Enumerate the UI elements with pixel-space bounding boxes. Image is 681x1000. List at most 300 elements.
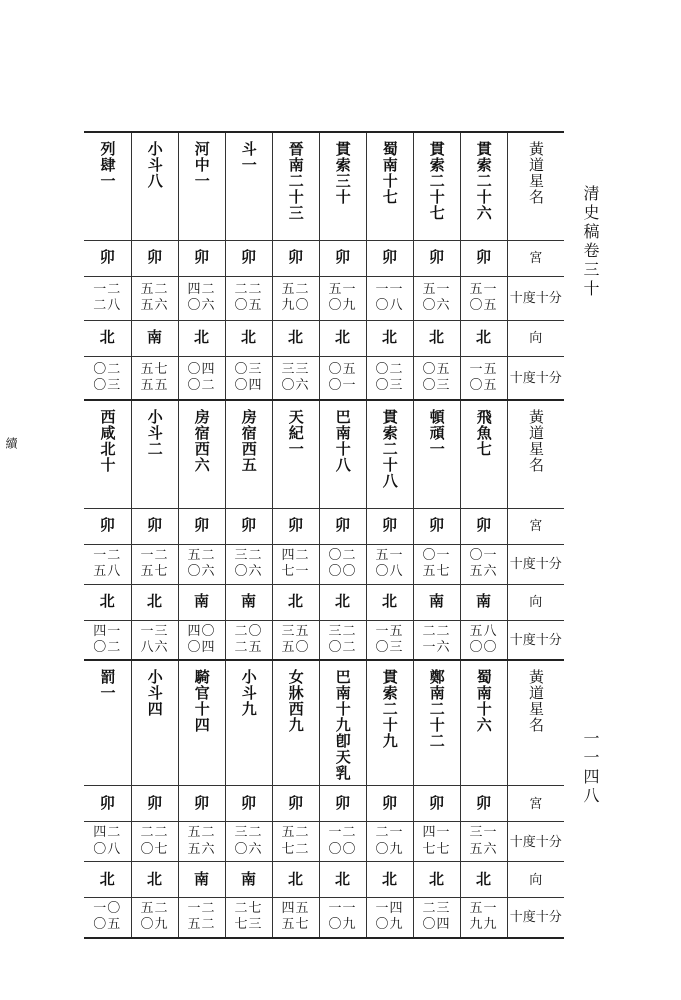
- label-cell: [507, 620, 564, 660]
- gong-cell: [319, 786, 366, 822]
- degree-lower: 〇四: [422, 917, 451, 933]
- degree-upper: 五二: [187, 547, 216, 563]
- gong-value: 卯: [287, 248, 303, 267]
- direction-value: 北: [334, 328, 350, 347]
- degree-lower: 〇八: [375, 564, 404, 579]
- degree-cell: [225, 822, 272, 862]
- direction-cell: [225, 862, 272, 898]
- degree-cell: [131, 356, 178, 400]
- label-cell: [507, 660, 564, 786]
- direction-value: 北: [99, 592, 115, 611]
- degree-cell: [131, 544, 178, 584]
- star-name-cell: [272, 132, 319, 240]
- star-name-cell: [319, 660, 366, 786]
- degree-upper: 一〇: [93, 901, 122, 917]
- degree-lower: 五八: [93, 564, 122, 579]
- star-name: 列肆一: [98, 141, 117, 189]
- direction-value: 北: [475, 869, 491, 888]
- direction-cell: [413, 862, 460, 898]
- label-cell: [507, 320, 564, 356]
- gong-value: 卯: [99, 793, 115, 812]
- direction-cell: [131, 862, 178, 898]
- star-name-cell: [319, 132, 366, 240]
- table-row: [84, 320, 564, 356]
- degree-lower: 〇七: [140, 841, 169, 857]
- degree-upper: 三一: [469, 825, 498, 841]
- degree-cell: [272, 544, 319, 584]
- degree-lower: 五五: [140, 377, 169, 393]
- degree-cell: [225, 544, 272, 584]
- degree-cell: [131, 620, 178, 660]
- degree-cell: [460, 356, 507, 400]
- label-degree: 十度十分: [509, 556, 562, 572]
- degree-lower: 〇六: [234, 841, 263, 857]
- degree-upper: 一二: [187, 901, 216, 917]
- degree-lower: 〇五: [469, 298, 498, 313]
- gong-cell: [178, 240, 225, 276]
- star-name: 巴南十八: [333, 409, 352, 473]
- gong-value: 卯: [381, 516, 397, 535]
- degree-upper: 二二: [140, 825, 169, 841]
- degree-cell: [460, 898, 507, 938]
- degree-lower: 〇一: [328, 377, 357, 393]
- degree-cell: [460, 822, 507, 862]
- star-name: 小斗八: [145, 141, 164, 189]
- degree-cell: [319, 822, 366, 862]
- margin-mark: 續: [4, 437, 18, 452]
- direction-cell: [272, 320, 319, 356]
- degree-upper: 二七: [234, 901, 263, 917]
- star-name-cell: [319, 400, 366, 508]
- degree-cell: [178, 544, 225, 584]
- gong-cell: [366, 508, 413, 544]
- gong-value: 卯: [287, 516, 303, 535]
- star-name-cell: [413, 400, 460, 508]
- gong-cell: [460, 508, 507, 544]
- star-name: 貫索二十八: [380, 409, 399, 489]
- label-degree: 十度十分: [509, 370, 562, 386]
- gong-value: 卯: [428, 516, 444, 535]
- direction-cell: [225, 320, 272, 356]
- degree-cell: [272, 822, 319, 862]
- gong-value: 卯: [193, 248, 209, 267]
- direction-value: 南: [193, 592, 209, 611]
- degree-cell: [84, 620, 131, 660]
- degree-lower: 五六: [140, 298, 169, 313]
- degree-lower: 〇九: [328, 917, 357, 933]
- star-name: 飛魚七: [474, 409, 493, 457]
- star-name: 西咸北十: [98, 409, 117, 473]
- gong-value: 卯: [146, 516, 162, 535]
- label-gong: 宮: [529, 796, 543, 812]
- degree-lower: 〇二: [328, 639, 357, 655]
- degree-cell: [131, 822, 178, 862]
- direction-cell: [460, 320, 507, 356]
- table-row: [84, 508, 564, 544]
- degree-cell: [272, 276, 319, 320]
- gong-value: 卯: [428, 248, 444, 267]
- gong-value: 卯: [381, 248, 397, 267]
- degree-cell: [460, 544, 507, 584]
- direction-value: 北: [428, 869, 444, 888]
- table-row: [84, 400, 564, 508]
- degree-lower: 五七: [422, 564, 451, 579]
- degree-cell: [225, 898, 272, 938]
- direction-value: 北: [428, 328, 444, 347]
- gong-cell: [460, 786, 507, 822]
- gong-value: 卯: [99, 248, 115, 267]
- direction-value: 北: [287, 328, 303, 347]
- gong-value: 卯: [334, 248, 350, 267]
- table-row: [84, 822, 564, 862]
- direction-cell: [460, 584, 507, 620]
- star-name: 頓頑一: [427, 409, 446, 457]
- degree-lower: 二五: [234, 639, 263, 655]
- gong-cell: [272, 240, 319, 276]
- star-name: 晉南二十三: [286, 141, 305, 221]
- degree-upper: 五二: [187, 825, 216, 841]
- degree-upper: 四二: [93, 825, 122, 841]
- direction-cell: [366, 862, 413, 898]
- gong-cell: [178, 508, 225, 544]
- star-name: 小斗四: [145, 669, 164, 717]
- degree-upper: 三五: [281, 623, 310, 639]
- degree-upper: 二三: [422, 901, 451, 917]
- degree-lower: 〇三: [375, 377, 404, 393]
- degree-lower: 〇九: [375, 841, 404, 857]
- degree-cell: [272, 898, 319, 938]
- degree-upper: 〇一: [469, 547, 498, 563]
- star-name-cell: [413, 132, 460, 240]
- star-name: 鄭南二十二: [427, 669, 446, 749]
- direction-cell: [319, 862, 366, 898]
- label-star-name: 黃道星名: [527, 669, 545, 733]
- star-name-cell: [131, 400, 178, 508]
- direction-cell: [413, 584, 460, 620]
- star-name-cell: [131, 132, 178, 240]
- degree-cell: [413, 544, 460, 584]
- degree-upper: 〇一: [422, 547, 451, 563]
- degree-upper: 二二: [234, 281, 263, 297]
- gong-value: 卯: [240, 248, 256, 267]
- degree-cell: [225, 356, 272, 400]
- degree-lower: 〇二: [93, 639, 122, 655]
- direction-value: 北: [381, 869, 397, 888]
- direction-value: 北: [146, 592, 162, 611]
- degree-lower: 五七: [281, 917, 310, 933]
- degree-cell: [178, 822, 225, 862]
- gong-value: 卯: [193, 516, 209, 535]
- gong-cell: [225, 240, 272, 276]
- label-direction: 向: [529, 330, 543, 346]
- degree-cell: [366, 898, 413, 938]
- gong-value: 卯: [475, 793, 491, 812]
- star-name: 貫索二十九: [380, 669, 399, 749]
- degree-upper: 四二: [281, 547, 310, 563]
- degree-cell: [319, 898, 366, 938]
- degree-lower: 〇五: [469, 377, 498, 393]
- gong-cell: [272, 508, 319, 544]
- star-name-cell: [460, 400, 507, 508]
- degree-lower: 七七: [422, 841, 451, 857]
- degree-cell: [131, 898, 178, 938]
- label-degree: 十度十分: [509, 290, 562, 306]
- degree-upper: 三二: [234, 547, 263, 563]
- degree-cell: [319, 356, 366, 400]
- degree-cell: [413, 620, 460, 660]
- star-name: 巴南十九卽天乳: [333, 669, 352, 781]
- degree-cell: [366, 544, 413, 584]
- table-body: [84, 132, 564, 938]
- degree-upper: 五一: [328, 281, 357, 297]
- star-name: 蜀南十六: [474, 669, 493, 733]
- label-cell: [507, 400, 564, 508]
- degree-lower: 〇九: [140, 917, 169, 933]
- degree-lower: 五二: [187, 917, 216, 933]
- star-name-cell: [272, 400, 319, 508]
- label-gong: 宮: [529, 518, 543, 534]
- label-direction: 向: [529, 872, 543, 888]
- direction-value: 北: [381, 328, 397, 347]
- gong-value: 卯: [146, 248, 162, 267]
- star-name-cell: [84, 400, 131, 508]
- degree-cell: [272, 620, 319, 660]
- star-name: 貫索三十: [333, 141, 352, 205]
- star-name: 騎官十四: [192, 669, 211, 733]
- star-name: 小斗二: [145, 409, 164, 457]
- direction-cell: [319, 320, 366, 356]
- degree-upper: 三三: [281, 361, 310, 377]
- gong-value: 卯: [99, 516, 115, 535]
- degree-cell: [178, 620, 225, 660]
- degree-upper: 三二: [234, 825, 263, 841]
- degree-lower: 〇六: [187, 564, 216, 579]
- degree-upper: 〇三: [234, 361, 263, 377]
- gong-cell: [131, 786, 178, 822]
- degree-lower: 九九: [469, 917, 498, 933]
- degree-upper: 一五: [469, 361, 498, 377]
- table-row: [84, 620, 564, 660]
- direction-cell: [366, 320, 413, 356]
- degree-lower: 〇三: [422, 377, 451, 393]
- direction-cell: [131, 584, 178, 620]
- degree-cell: [84, 822, 131, 862]
- degree-upper: 四〇: [187, 623, 216, 639]
- gong-cell: [225, 786, 272, 822]
- table-row: [84, 898, 564, 938]
- degree-lower: 五六: [187, 841, 216, 857]
- star-name-cell: [366, 400, 413, 508]
- star-name-cell: [178, 132, 225, 240]
- degree-cell: [131, 276, 178, 320]
- star-name-cell: [366, 132, 413, 240]
- degree-lower: 〇四: [187, 639, 216, 655]
- degree-cell: [225, 276, 272, 320]
- degree-lower: 五七: [140, 564, 169, 579]
- direction-cell: [366, 584, 413, 620]
- gong-cell: [131, 240, 178, 276]
- degree-upper: 一三: [140, 623, 169, 639]
- gong-value: 卯: [428, 793, 444, 812]
- degree-upper: 五一: [469, 901, 498, 917]
- degree-upper: 〇五: [422, 361, 451, 377]
- direction-value: 北: [287, 592, 303, 611]
- label-cell: [507, 862, 564, 898]
- degree-cell: [84, 544, 131, 584]
- gong-value: 卯: [240, 516, 256, 535]
- degree-cell: [366, 822, 413, 862]
- direction-cell: [84, 584, 131, 620]
- direction-value: 北: [146, 869, 162, 888]
- star-name-cell: [225, 400, 272, 508]
- gong-cell: [319, 240, 366, 276]
- degree-lower: 〇〇: [469, 639, 498, 655]
- degree-cell: [413, 276, 460, 320]
- label-cell: [507, 276, 564, 320]
- degree-lower: 〇八: [93, 841, 122, 857]
- degree-upper: 一二: [140, 547, 169, 563]
- gong-cell: [131, 508, 178, 544]
- gong-cell: [84, 508, 131, 544]
- label-star-name: 黃道星名: [527, 409, 545, 473]
- gong-value: 卯: [240, 793, 256, 812]
- direction-cell: [319, 584, 366, 620]
- degree-upper: 五一: [375, 547, 404, 563]
- label-cell: [507, 356, 564, 400]
- degree-cell: [413, 356, 460, 400]
- degree-upper: 二二: [422, 623, 451, 639]
- label-cell: [507, 822, 564, 862]
- label-cell: [507, 508, 564, 544]
- degree-cell: [319, 544, 366, 584]
- degree-lower: 七二: [281, 841, 310, 857]
- direction-cell: [84, 862, 131, 898]
- degree-lower: 二八: [93, 298, 122, 313]
- star-name: 斗一: [239, 141, 258, 173]
- degree-cell: [366, 356, 413, 400]
- star-name-cell: [178, 660, 225, 786]
- direction-cell: [178, 320, 225, 356]
- table-row: [84, 132, 564, 240]
- direction-cell: [178, 584, 225, 620]
- degree-upper: 五二: [140, 281, 169, 297]
- degree-upper: 四一: [93, 623, 122, 639]
- degree-lower: 〇五: [234, 298, 263, 313]
- gong-cell: [319, 508, 366, 544]
- gong-value: 卯: [475, 248, 491, 267]
- gong-cell: [366, 240, 413, 276]
- degree-lower: 〇二: [187, 377, 216, 393]
- direction-cell: [225, 584, 272, 620]
- table-row: [84, 544, 564, 584]
- table-row: [84, 240, 564, 276]
- direction-value: 北: [240, 328, 256, 347]
- label-degree: 十度十分: [509, 834, 562, 850]
- star-name: 蜀南十七: [380, 141, 399, 205]
- direction-value: 北: [334, 869, 350, 888]
- degree-cell: [178, 276, 225, 320]
- degree-lower: 〇八: [375, 298, 404, 313]
- degree-cell: [178, 356, 225, 400]
- degree-cell: [366, 620, 413, 660]
- star-name-cell: [84, 660, 131, 786]
- direction-value: 北: [381, 592, 397, 611]
- table-row: [84, 584, 564, 620]
- direction-value: 北: [193, 328, 209, 347]
- gong-value: 卯: [287, 793, 303, 812]
- gong-cell: [84, 786, 131, 822]
- gong-cell: [413, 508, 460, 544]
- star-name-cell: [225, 660, 272, 786]
- degree-cell: [460, 620, 507, 660]
- star-name: 房宿西六: [192, 409, 211, 473]
- degree-cell: [319, 620, 366, 660]
- degree-lower: 五六: [469, 564, 498, 579]
- direction-value: 南: [193, 869, 209, 888]
- label-direction: 向: [529, 594, 543, 610]
- degree-lower: 七三: [234, 917, 263, 933]
- degree-lower: 七一: [281, 564, 310, 579]
- degree-upper: 五七: [140, 361, 169, 377]
- label-cell: [507, 898, 564, 938]
- degree-cell: [319, 276, 366, 320]
- degree-lower: 九〇: [281, 298, 310, 313]
- degree-upper: 〇二: [328, 547, 357, 563]
- direction-cell: [84, 320, 131, 356]
- gong-cell: [225, 508, 272, 544]
- degree-upper: 一五: [375, 623, 404, 639]
- table-row: [84, 660, 564, 786]
- degree-upper: 二一: [375, 825, 404, 841]
- degree-upper: 四二: [187, 281, 216, 297]
- star-name: 貫索二十六: [474, 141, 493, 221]
- star-name-cell: [460, 660, 507, 786]
- degree-upper: 二〇: [234, 623, 263, 639]
- degree-lower: 一六: [422, 639, 451, 655]
- gong-value: 卯: [334, 793, 350, 812]
- degree-upper: 一四: [375, 901, 404, 917]
- degree-cell: [84, 276, 131, 320]
- degree-upper: 五一: [422, 281, 451, 297]
- direction-value: 北: [99, 328, 115, 347]
- star-name-cell: [366, 660, 413, 786]
- direction-cell: [272, 584, 319, 620]
- table-row: [84, 862, 564, 898]
- degree-cell: [84, 898, 131, 938]
- degree-lower: 〇六: [187, 298, 216, 313]
- degree-cell: [225, 620, 272, 660]
- gong-cell: [366, 786, 413, 822]
- degree-upper: 一二: [93, 547, 122, 563]
- degree-cell: [84, 356, 131, 400]
- direction-value: 南: [146, 328, 162, 347]
- star-name-cell: [225, 132, 272, 240]
- label-cell: [507, 132, 564, 240]
- degree-upper: 〇二: [375, 361, 404, 377]
- gong-cell: [460, 240, 507, 276]
- page-number: 一一四八: [581, 730, 600, 806]
- gong-value: 卯: [334, 516, 350, 535]
- direction-value: 北: [99, 869, 115, 888]
- star-name-cell: [460, 132, 507, 240]
- label-cell: [507, 240, 564, 276]
- degree-lower: 〇六: [234, 564, 263, 579]
- label-star-name: 黃道星名: [527, 141, 545, 205]
- direction-cell: [272, 862, 319, 898]
- gong-cell: [178, 786, 225, 822]
- direction-cell: [178, 862, 225, 898]
- degree-lower: 〇六: [422, 298, 451, 313]
